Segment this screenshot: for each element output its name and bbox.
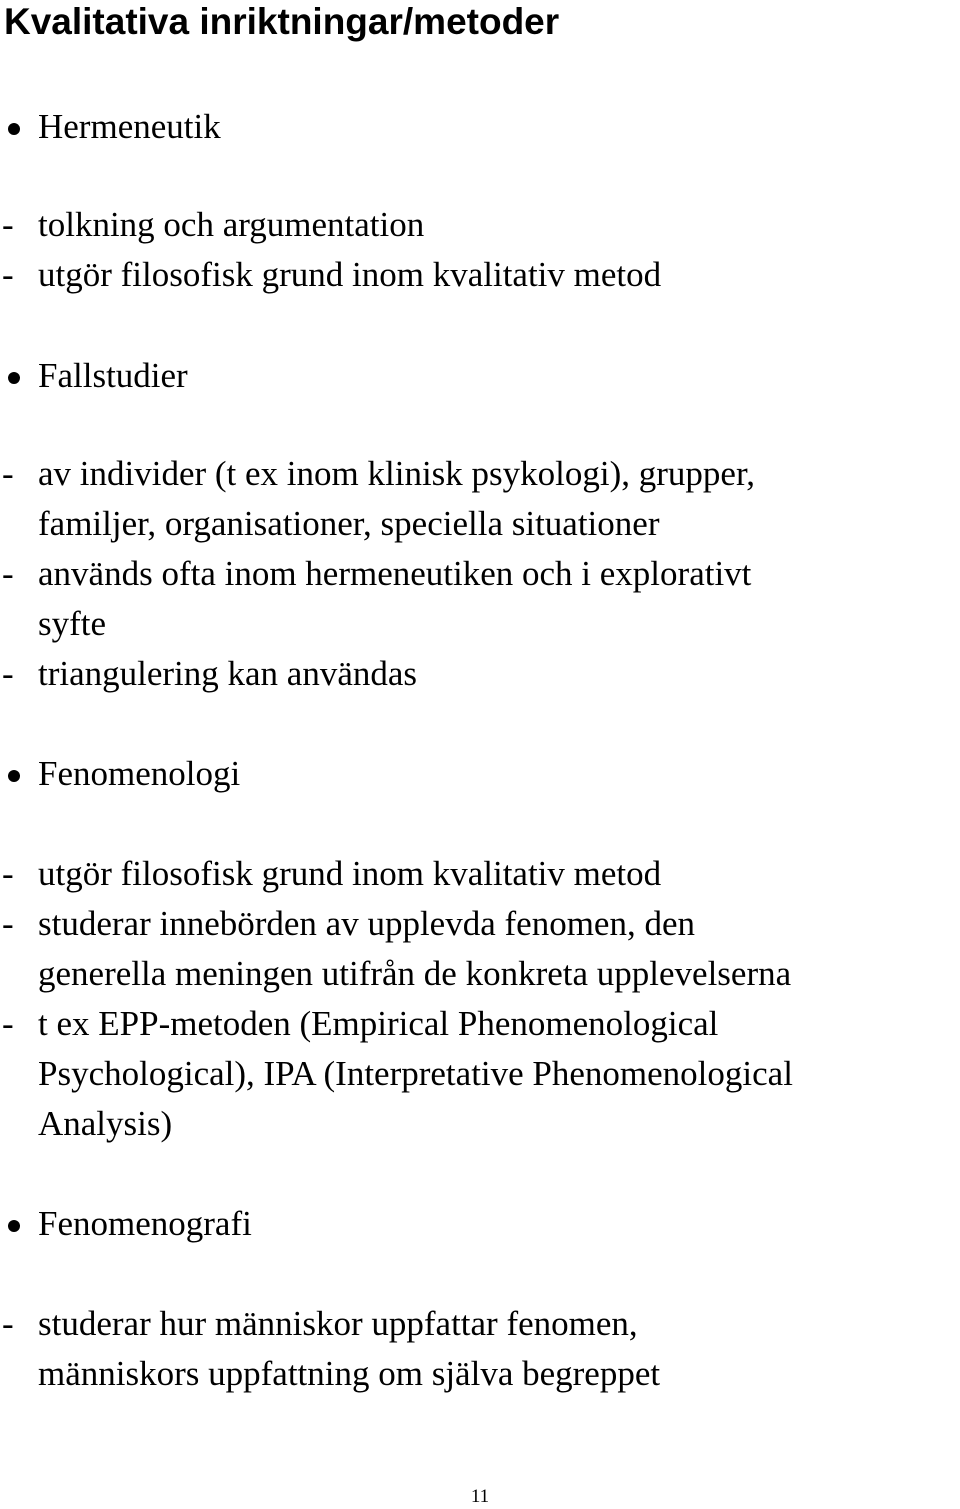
- list-item-text: utgör filosofisk grund inom kvalitativ metod: [38, 255, 662, 294]
- list-item-continuation: [0, 949, 960, 999]
- list-item-text: Analysis): [38, 1104, 173, 1143]
- list-item: [0, 849, 960, 899]
- list-item-continuation: [0, 599, 960, 649]
- section-heading-label: Fenomenografi: [38, 1204, 252, 1243]
- list-item-continuation: [0, 1099, 960, 1149]
- list-item: [0, 649, 960, 699]
- dash-marker: -: [2, 454, 14, 493]
- list-item-text: generella meningen utifrån de konkreta upplevelserna: [38, 954, 792, 993]
- list-item-text: familjer, organisationer, speciella situationer: [38, 504, 660, 543]
- page-number: 11: [470, 1486, 490, 1507]
- dash-marker: -: [2, 205, 14, 244]
- section-heading-label: Hermeneutik: [38, 107, 221, 146]
- list-item-text: människors uppfattning om själva begreppet: [38, 1354, 661, 1393]
- dash-marker: -: [2, 554, 14, 593]
- bullet-icon: [8, 372, 20, 384]
- list-item: [0, 899, 960, 949]
- list-item-text: studerar hur människor uppfattar fenomen,: [38, 1304, 638, 1343]
- list-item: [0, 999, 960, 1049]
- section-heading-label: Fenomenologi: [38, 754, 241, 793]
- bullet-icon: [8, 123, 20, 135]
- list-item: [0, 1299, 960, 1349]
- dash-marker: -: [2, 1304, 14, 1343]
- section-heading-fenomenografi: [0, 1199, 960, 1249]
- list-item-text: Psychological), IPA (Interpretative Phenomenological: [38, 1054, 793, 1093]
- list-item-text: studerar innebörden av upplevda fenomen, den: [38, 904, 695, 943]
- page-title: Kvalitativa inriktningar/metoder: [4, 1, 560, 42]
- list-item: [0, 449, 960, 499]
- list-item-text: av individer (t ex inom klinisk psykologi), grupper,: [38, 454, 755, 493]
- list-item-continuation: [0, 1349, 960, 1399]
- dash-marker: -: [2, 854, 14, 893]
- section-heading-fallstudier: [0, 351, 960, 401]
- list-item-continuation: [0, 1049, 960, 1099]
- list-item: [0, 200, 960, 250]
- list-item-text: används ofta inom hermeneutiken och i explorativt: [38, 554, 752, 593]
- list-item-text: utgör filosofisk grund inom kvalitativ metod: [38, 854, 662, 893]
- list-item-text: triangulering kan användas: [38, 654, 418, 693]
- dash-marker: -: [2, 654, 14, 693]
- dash-marker: -: [2, 255, 14, 294]
- section-heading-label: Fallstudier: [38, 356, 188, 395]
- list-item-continuation: [0, 499, 960, 549]
- list-item: [0, 549, 960, 599]
- section-heading-fenomenologi: [0, 749, 960, 799]
- bullet-icon: [8, 770, 20, 782]
- list-item: [0, 250, 960, 300]
- dash-marker: -: [2, 1004, 14, 1043]
- bullet-icon: [8, 1220, 20, 1232]
- dash-marker: -: [2, 904, 14, 943]
- section-heading-hermeneutik: [0, 102, 960, 152]
- list-item-text: tolkning och argumentation: [38, 205, 425, 244]
- list-item-text: t ex EPP-metoden (Empirical Phenomenological: [38, 1004, 719, 1043]
- list-item-text: syfte: [38, 604, 107, 643]
